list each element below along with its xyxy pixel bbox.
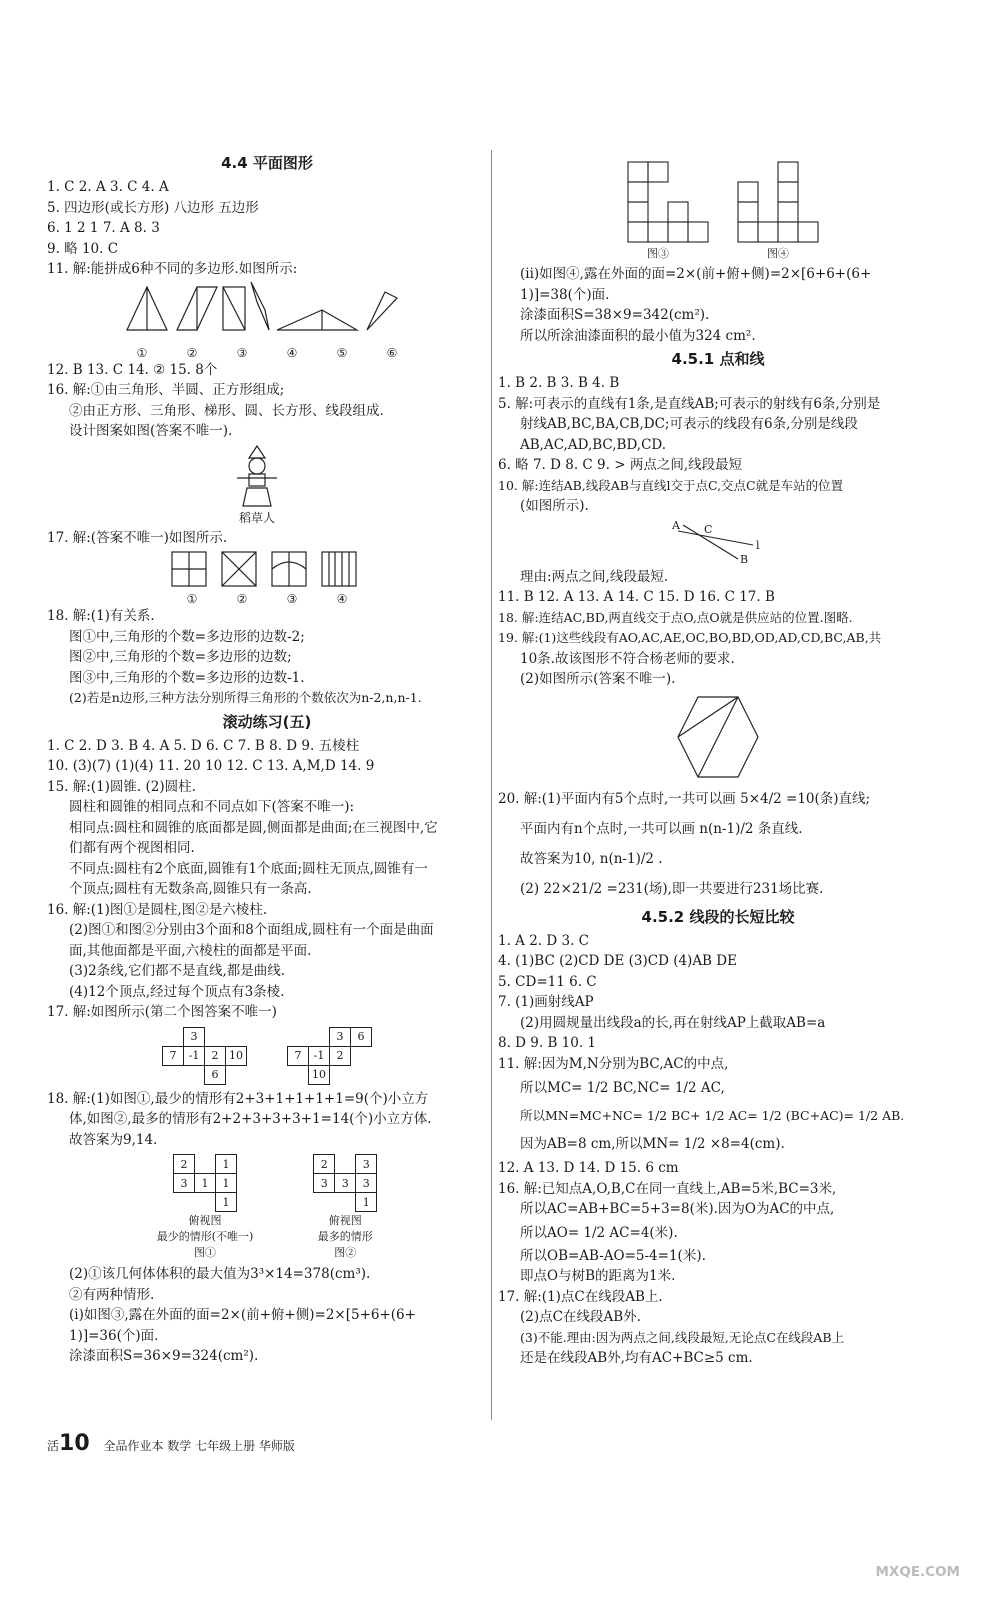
answer-line: 图②中,三角形的个数=多边形的边数; [69, 649, 292, 665]
answer-line: 10. (3)(7) (1)(4) 11. 20 10 12. C 13. A,M,D 14. 9 [47, 758, 375, 774]
answer-line: (3)不能.理由:因为两点之间,线段最短,无论点C在线段AB上 [520, 1329, 845, 1345]
page-footer [47, 1431, 295, 1456]
polygon-figure [117, 282, 417, 344]
answer-line: 相同点:圆柱和圆锥的底面都是圆,侧面都是曲面;在三视图中,它 [69, 819, 438, 836]
fig-caption: 图③ [647, 247, 669, 260]
answer-line: (i)如图③,露在外面的面=2×(前+俯+侧)=2×[5+6+(6+ [69, 1307, 416, 1323]
answer-line: 图①中,三角形的个数=多边形的边数-2; [69, 628, 305, 645]
answer-line: 17. 解:如图所示(第二个图答案不唯一) [47, 1004, 277, 1020]
answer-line: 体,如图②,最多的情形有2+2+3+3+3+1=14(个)小立方体. [69, 1111, 432, 1127]
fig-label: ④ [336, 592, 348, 606]
answer-line: 18. 解:(1)如图①,最少的情形有2+3+1+1+1+1=9(个)小立方 [47, 1090, 429, 1107]
right-column [498, 150, 938, 1369]
cube-nets [47, 1027, 487, 1085]
answer-line: 1. A 2. D 3. C [498, 932, 589, 949]
answer-line: 们都有两个视图相同. [69, 840, 195, 856]
cube-net-2: 3 6 7 -1 2 10 [287, 1027, 372, 1085]
answer-line: 11. 解:能拼成6种不同的多边形.如图所示: [47, 261, 298, 277]
caption: 最多的情形 [317, 1230, 373, 1243]
answer-line: 面,其他面都是平面,六棱柱的面都是平面. [69, 942, 312, 959]
caption: 图② [334, 1246, 357, 1259]
answer-line: 5. 四边形(或长方形) 八边形 五边形 [47, 199, 259, 216]
answer-line: 20. 解:(1)平面内有5个点时,一共可以画 5×4/2 =10(条)直线; [498, 790, 871, 807]
hexagon-figure [673, 692, 763, 782]
answer-line: 12. A 13. D 14. D 15. 6 cm [498, 1160, 679, 1176]
answer-line: ②由正方形、三角形、梯形、圆、长方形、线段组成. [69, 402, 384, 419]
answer-line: (2)点C在线段AB外. [520, 1309, 641, 1325]
answer-line: (3)2条线,它们都不是直线,都是曲线. [69, 963, 286, 979]
answer-line: 16. 解:(1)图①是圆柱,图②是六棱柱. [47, 901, 268, 918]
point-label: C [704, 522, 713, 536]
answer-line: 19. 解:(1)这些线段有AO,AC,AE,OC,BO,BD,OD,AD,CD,BC,AB,共 [498, 630, 882, 645]
answer-line: (ii)如图④,露在外面的面=2×(前+俯+侧)=2×[6+6+(6+ [520, 266, 872, 282]
fig-label: ⑥ [386, 345, 398, 360]
answer-line: 1. B 2. B 3. B 4. B [498, 375, 620, 391]
line-figure [668, 519, 768, 565]
fig-label: ③ [286, 592, 298, 606]
fig-label: ④ [286, 345, 298, 360]
fig-label: ① [186, 592, 198, 606]
answer-line: 故答案为10, n(n-1)/2 . [520, 850, 663, 867]
answer-line: 1)]=38(个)面. [520, 286, 610, 303]
answer-line: ②有两种情形. [69, 1286, 155, 1303]
answer-line: 个顶点;圆柱有无数条高,圆锥只有一条高. [69, 881, 312, 897]
point-label: l [756, 538, 760, 552]
answer-line: 16. 解:①由三角形、半圆、正方形组成; [47, 382, 285, 398]
answer-line: 18. 解:(1)有关系. [47, 608, 155, 624]
answer-line: 涂漆面积S=38×9=342(cm²). [520, 307, 710, 323]
answer-line: 12. B 13. C 14. ② 15. 8个 [47, 361, 218, 378]
caption: 最少的情形(不唯一) [156, 1230, 254, 1243]
answer-line: 设计图案如图(答案不唯一). [69, 423, 233, 439]
column-divider [491, 150, 492, 1420]
fig-label: ② [186, 345, 198, 360]
answer-line: 10. 解:连结AB,线段AB与直线l交于点C,交点C就是车站的位置 [498, 477, 844, 493]
page-number: 10 [59, 1431, 90, 1456]
section-title: 4.4 平面图形 [221, 154, 313, 172]
answer-line: 11. 解:因为M,N分别为BC,AC的中点, [498, 1055, 729, 1072]
answer-line: 理由:两点之间,线段最短. [520, 568, 669, 585]
fig-label: ① [136, 345, 148, 360]
fig-label: ⑤ [336, 345, 348, 360]
fig-label: ③ [236, 345, 248, 360]
footer-text: 全品作业本 数学 七年级上册 华师版 [103, 1439, 295, 1453]
answer-line: 9. 略 10. C [47, 240, 119, 257]
answer-line: (2)用圆规量出线段a的长,再在射线AP上截取AB=a [520, 1014, 826, 1031]
section-title: 4.5.1 点和线 [671, 350, 765, 368]
answer-line: 16. 解:已知点A,O,B,C在同一直线上,AB=5米,BC=3米, [498, 1180, 837, 1197]
answer-line: 所以所涂油漆面积的最小值为324 cm². [520, 327, 756, 344]
answer-line: (2)图①和图②分别由3个面和8个面组成,圆柱有一个面是曲面 [69, 922, 434, 938]
answer-line: 5. CD=11 6. C [498, 973, 597, 990]
point-label: A [672, 518, 680, 532]
answer-line: 8. D 9. B 10. 1 [498, 1035, 597, 1051]
answer-line: 平面内有n个点时,一共可以画 n(n-1)/2 条直线. [520, 820, 803, 837]
answer-line: 所以AO= 1/2 AC=4(米). [520, 1224, 678, 1241]
cube-net-1: 3 7 -1 2 10 6 [162, 1027, 247, 1085]
answer-line: 所以MN=MC+NC= 1/2 BC+ 1/2 AC= 1/2 (BC+AC)= 1/2 AB. [520, 1108, 905, 1123]
section-title: 4.5.2 线段的长短比较 [641, 907, 795, 926]
answer-line: 10条.故该图形不符合杨老师的要求. [520, 650, 735, 667]
watermark: MXQE.COM [875, 1564, 960, 1580]
section-title: 滚动练习(五) [222, 712, 312, 731]
scarecrow-figure [207, 444, 327, 526]
answer-line: (4)12个顶点,经过每个顶点有3条棱. [69, 983, 285, 1000]
page-prefix: 活 [47, 1439, 60, 1453]
answer-line: 故答案为9,14. [69, 1131, 158, 1148]
answer-line: (2)若是n边形,三种方法分别所得三角形的个数依次为n-2,n,n-1. [69, 690, 422, 705]
answer-line: (如图所示). [520, 498, 589, 514]
answer-line: 15. 解:(1)圆锥. (2)圆柱. [47, 778, 196, 795]
answer-line: 不同点:圆柱有2个底面,圆锥有1个底面;圆柱无顶点,圆锥有一 [69, 860, 428, 877]
answer-line: 4. (1)BC (2)CD DE (3)CD (4)AB DE [498, 953, 737, 969]
answer-line: 17. 解:(答案不唯一)如图所示. [47, 529, 228, 546]
left-column [47, 150, 487, 1367]
top-view-b: 2 3 3 3 3 1 俯视图 最多的情形 图② [313, 1154, 377, 1260]
square-partition-figure [167, 550, 367, 590]
answer-line: 1. C 2. A 3. C 4. A [47, 179, 169, 195]
caption: 图① [194, 1246, 216, 1259]
answer-line: 5. 解:可表示的直线有1条,是直线AB;可表示的射线有6条,分别是 [498, 395, 881, 412]
answer-line: 7. (1)画射线AP [498, 994, 594, 1010]
answer-line: 图③中,三角形的个数=多边形的边数-1. [69, 669, 305, 686]
answer-line: AB,AC,AD,BC,BD,CD. [520, 436, 667, 453]
answer-line: 涂漆面积S=36×9=324(cm²). [69, 1348, 259, 1364]
answer-line: 因为AB=8 cm,所以MN= 1/2 ×8=4(cm). [520, 1136, 785, 1152]
answer-line: 所以OB=AB-AO=5-4=1(米). [520, 1247, 706, 1264]
answer-line: 6. 1 2 1 7. A 8. 3 [47, 220, 160, 236]
answer-line: (2)①该几何体体积的最大值为3³×14=378(cm³). [69, 1266, 371, 1282]
answer-line: 还是在线段AB外,均有AC+BC≥5 cm. [520, 1350, 753, 1366]
fig-caption: 稻草人 [238, 510, 276, 525]
answer-line: 18. 解:连结AC,BD,两直线交于点O,点O就是供应站的位置.图略. [498, 609, 853, 625]
answer-line: 射线AB,BC,BA,CB,DC;可表示的线段有6条,分别是线段 [520, 416, 858, 432]
answer-line: 所以AC=AB+BC=5+3=8(米).因为O为AC的中点, [520, 1201, 835, 1217]
answer-line: 圆柱和圆锥的相同点和不同点如下(答案不唯一): [69, 799, 355, 815]
answer-line: 即点O与树B的距离为1米. [520, 1268, 676, 1284]
top-view-a: 2 1 3 1 1 1 俯视图 最少的情形(不唯一) 图① [157, 1154, 254, 1260]
answer-line: 17. 解:(1)点C在线段AB上. [498, 1288, 663, 1305]
caption: 俯视图 [188, 1214, 222, 1227]
figure-labels [117, 346, 417, 360]
fig-label: ② [236, 592, 248, 606]
answer-line: (2) 22×21/2 =231(场),即一共要进行231场比赛. [520, 880, 824, 897]
point-label: B [740, 552, 749, 565]
figure-labels [167, 592, 367, 606]
answer-line: 所以MC= 1/2 BC,NC= 1/2 AC, [520, 1080, 725, 1096]
answer-line: 11. B 12. A 13. A 14. C 15. D 16. C 17. B [498, 589, 775, 605]
answer-line: 1)]=36(个)面. [69, 1327, 159, 1344]
caption: 俯视图 [328, 1214, 362, 1227]
fig-caption: 图④ [767, 247, 789, 260]
answer-line: (2)如图所示(答案不唯一). [520, 671, 676, 687]
cube-stack-figure [608, 152, 828, 262]
answer-line: 1. C 2. D 3. B 4. A 5. D 6. C 7. B 8. D 9. 五棱柱 [47, 737, 360, 754]
answer-line: 6. 略 7. D 8. C 9. > 两点之间,线段最短 [498, 457, 743, 473]
top-views [47, 1154, 487, 1260]
